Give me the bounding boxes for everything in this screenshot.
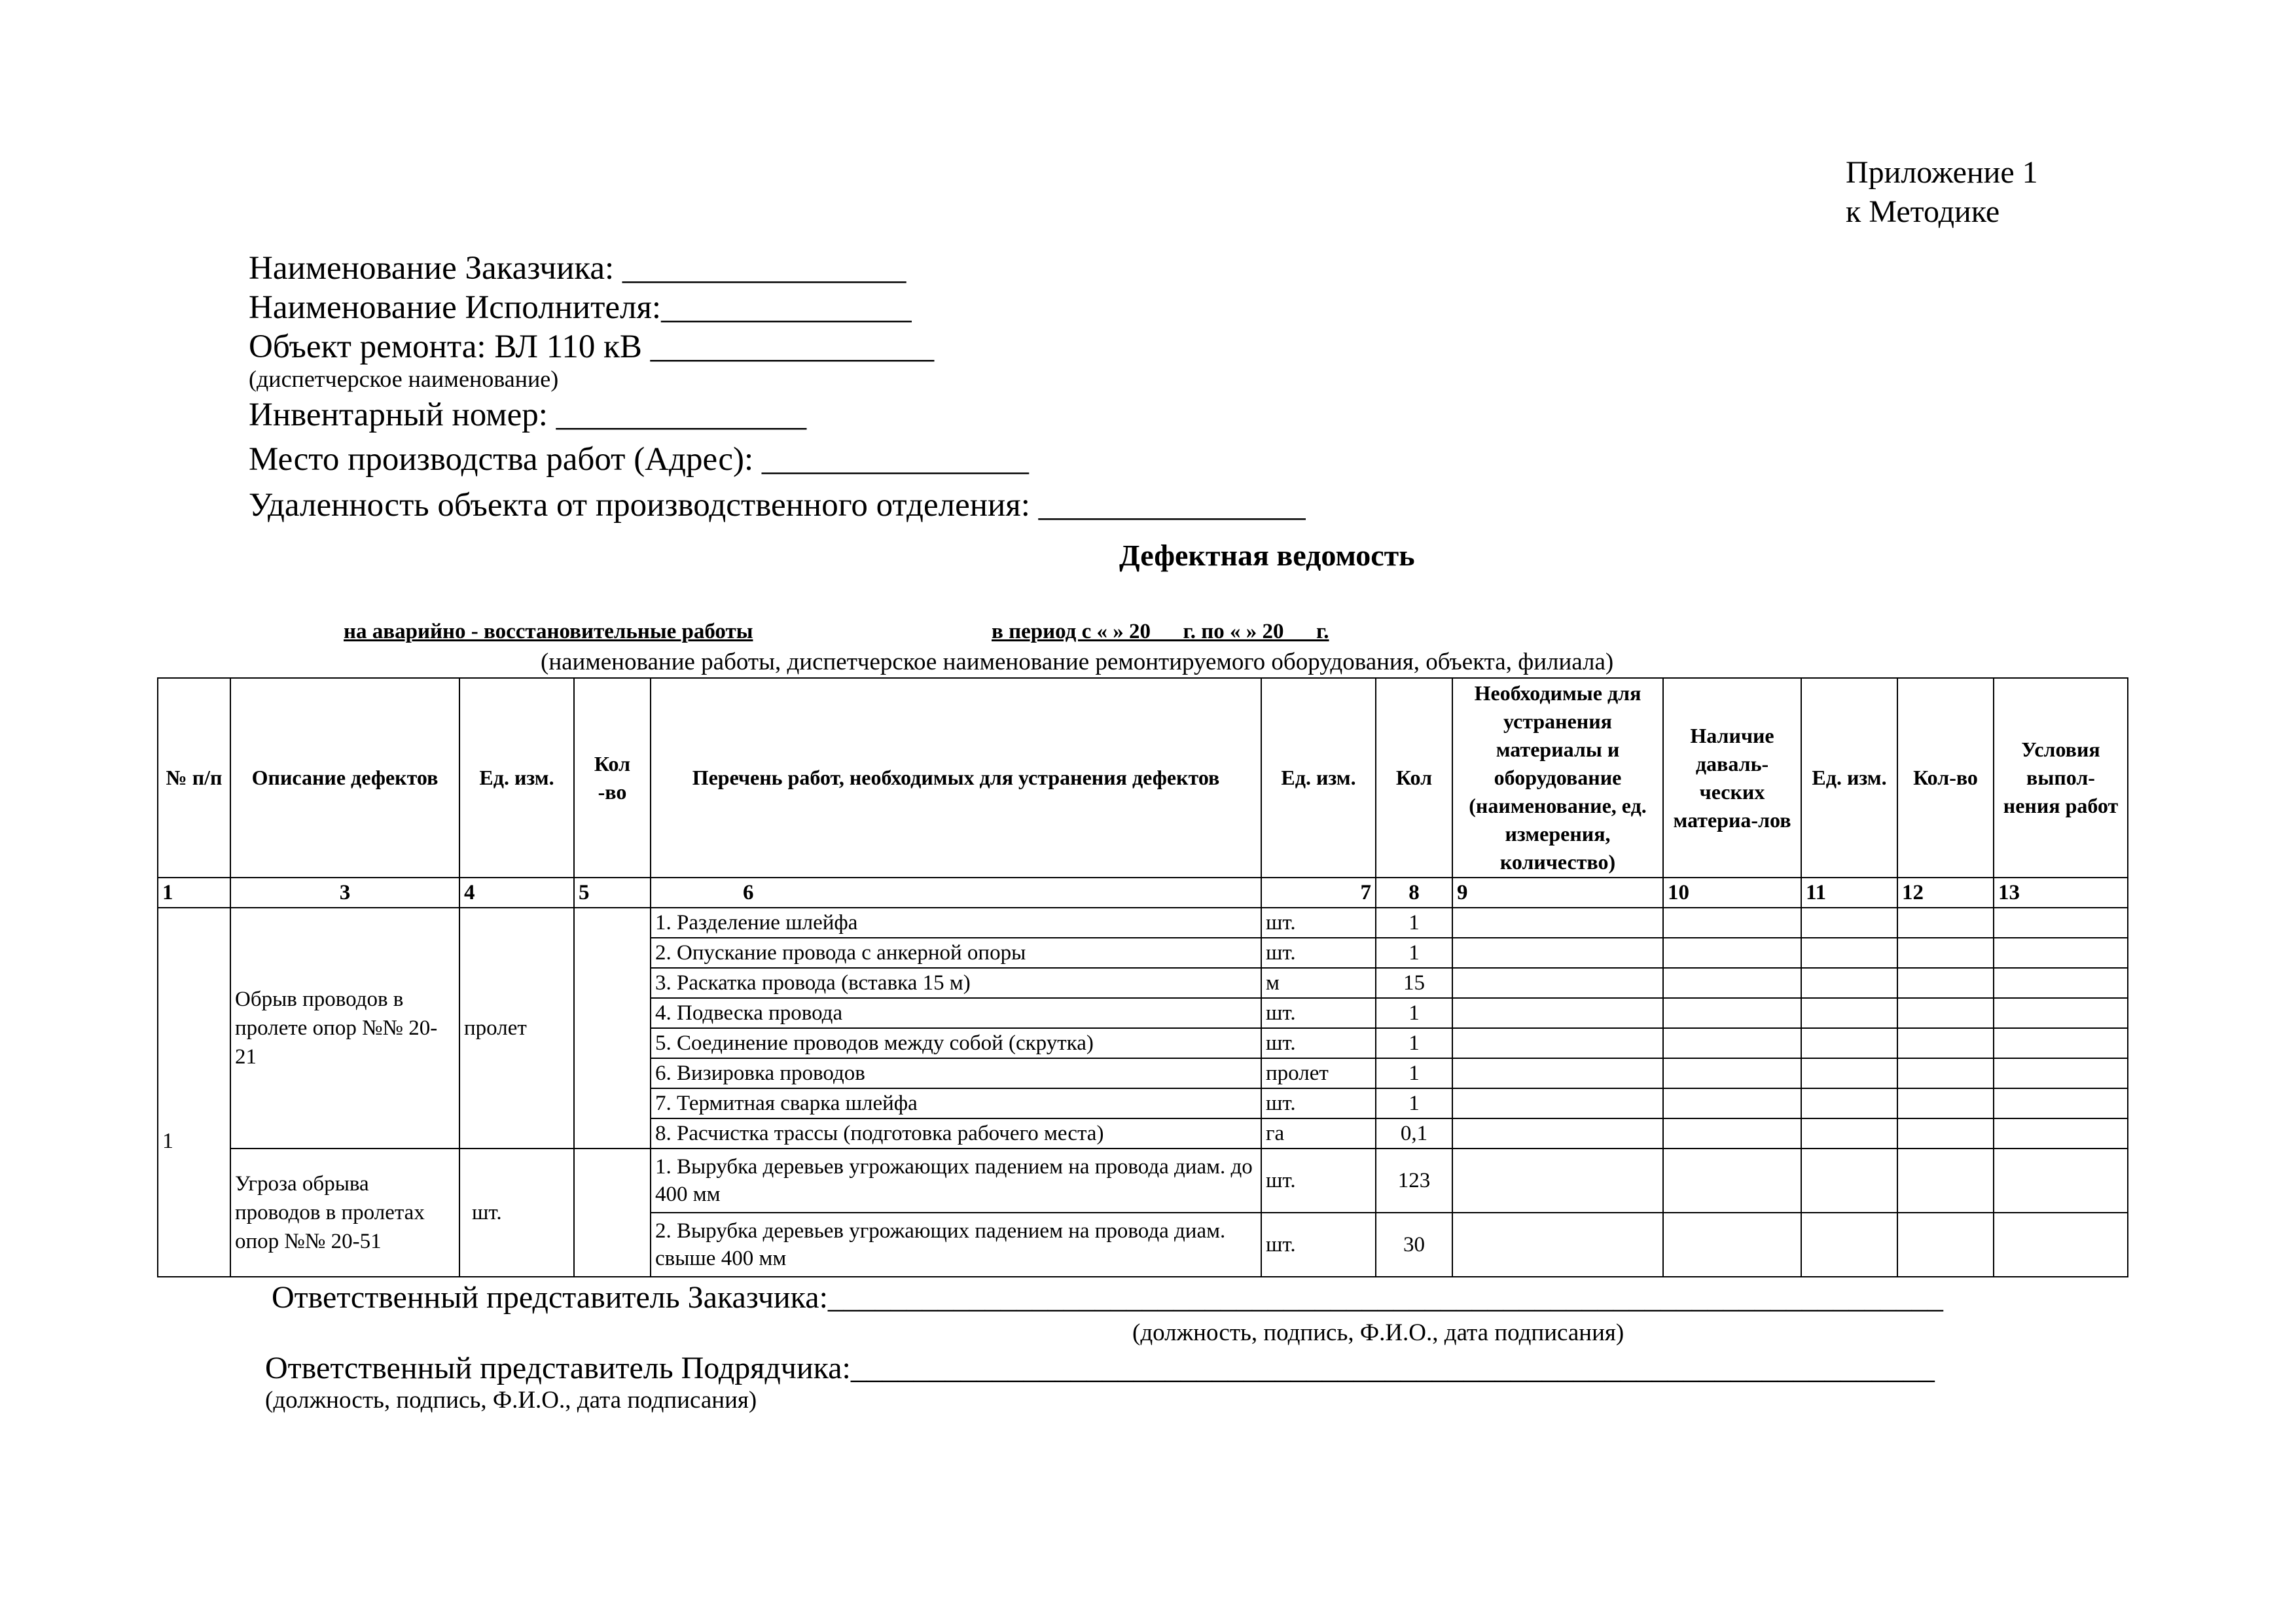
- customer-field: Наименование Заказчика: _________________: [249, 250, 906, 287]
- header-qty2: Кол: [1376, 678, 1452, 878]
- work-qty: 1: [1376, 1058, 1452, 1088]
- col-number: 1: [158, 878, 230, 908]
- empty-cell: [1897, 908, 1994, 938]
- header-unit2: Ед. изм.: [1261, 678, 1376, 878]
- empty-cell: [1801, 1149, 1897, 1213]
- work-unit: га: [1261, 1118, 1376, 1149]
- empty-cell: [1897, 938, 1994, 968]
- col-number: 8: [1376, 878, 1452, 908]
- empty-cell: [1452, 1213, 1663, 1277]
- empty-cell: [1994, 998, 2128, 1028]
- header-defects: Описание дефектов: [230, 678, 459, 878]
- empty-cell: [1801, 1058, 1897, 1088]
- empty-cell: [1663, 968, 1801, 998]
- subtitle-period: в период с « » 20___г. по « » 20___г.: [992, 620, 1329, 643]
- appendix-line1: Приложение 1: [1846, 155, 2038, 190]
- contractor-signature-note: (должность, подпись, Ф.И.О., дата подписания): [265, 1387, 757, 1414]
- work-name: 6. Визировка проводов: [651, 1058, 1261, 1088]
- work-qty: 123: [1376, 1149, 1452, 1213]
- empty-cell: [1452, 1058, 1663, 1088]
- defect-table: [157, 677, 2128, 1277]
- empty-cell: [1897, 1149, 1994, 1213]
- work-qty: 1: [1376, 938, 1452, 968]
- object-field: Объект ремонта: ВЛ 110 кВ _________________: [249, 329, 935, 365]
- work-qty: 1: [1376, 908, 1452, 938]
- work-name: 2. Вырубка деревьев угрожающих падением на провода диам. свыше 400 мм: [651, 1213, 1261, 1277]
- work-unit: м: [1261, 968, 1376, 998]
- work-name: 8. Расчистка трассы (подготовка рабочего места): [651, 1118, 1261, 1149]
- subtitle-work: на аварийно - восстановительные работы: [344, 620, 753, 643]
- header-materials: Необходимые для устранения материалы и оборудование (наименование, ед. измерения, количество): [1452, 678, 1663, 878]
- work-unit: пролет: [1261, 1058, 1376, 1088]
- col-number: 13: [1994, 878, 2128, 908]
- empty-cell: [1994, 938, 2128, 968]
- defect-qty-2: [574, 1149, 651, 1277]
- header-conditions: Условия выпол-нения работ: [1994, 678, 2128, 878]
- defect-qty-1: [574, 908, 651, 1149]
- contractor-signature: Ответственный представитель Подрядчика:_____________________________________________________________________: [265, 1351, 1935, 1385]
- work-unit: шт.: [1261, 1213, 1376, 1277]
- empty-cell: [1994, 1118, 2128, 1149]
- distance-field: Удаленность объекта от производственного отделения: ________________: [249, 487, 1306, 524]
- work-qty: 1: [1376, 998, 1452, 1028]
- work-qty: 15: [1376, 968, 1452, 998]
- customer-signature: Ответственный представитель Заказчика:_______________________________________________________________________: [272, 1280, 1943, 1315]
- empty-cell: [1663, 1088, 1801, 1118]
- document-title: Дефектная ведомость: [1119, 539, 1415, 572]
- empty-cell: [1801, 998, 1897, 1028]
- empty-cell: [1663, 1058, 1801, 1088]
- empty-cell: [1994, 1028, 2128, 1058]
- header-qty: Кол -во: [574, 678, 651, 878]
- empty-cell: [1452, 1118, 1663, 1149]
- work-unit: шт.: [1261, 998, 1376, 1028]
- subtitle-note: (наименование работы, диспетчерское наименование ремонтируемого оборудования, объекта, филиала): [541, 649, 1614, 675]
- empty-cell: [1663, 1213, 1801, 1277]
- defect-description-2: Угроза обрыва проводов в пролетах опор №№ 20-51: [230, 1149, 459, 1277]
- header-qty3: Кол-во: [1897, 678, 1994, 878]
- object-note: (диспетчерское наименование): [249, 366, 559, 392]
- appendix-label: [1846, 153, 2038, 232]
- empty-cell: [1897, 998, 1994, 1028]
- empty-cell: [1452, 1088, 1663, 1118]
- work-qty: 1: [1376, 1028, 1452, 1058]
- header-works: Перечень работ, необходимых для устранения дефектов: [651, 678, 1261, 878]
- empty-cell: [1452, 1028, 1663, 1058]
- col-number: 11: [1801, 878, 1897, 908]
- empty-cell: [1663, 1149, 1801, 1213]
- defect-unit-1: пролет: [459, 908, 574, 1149]
- empty-cell: [1897, 1213, 1994, 1277]
- table-row: [158, 908, 2128, 938]
- empty-cell: [1663, 1118, 1801, 1149]
- empty-cell: [1897, 1058, 1994, 1088]
- column-numbers-row: [158, 878, 2128, 908]
- empty-cell: [1994, 1149, 2128, 1213]
- empty-cell: [1452, 998, 1663, 1028]
- col-number: 5: [574, 878, 651, 908]
- empty-cell: [1663, 1028, 1801, 1058]
- empty-cell: [1897, 1088, 1994, 1118]
- work-name: 2. Опускание провода с анкерной опоры: [651, 938, 1261, 968]
- empty-cell: [1452, 968, 1663, 998]
- work-unit: шт.: [1261, 938, 1376, 968]
- header-unit3: Ед. изм.: [1801, 678, 1897, 878]
- work-unit: шт.: [1261, 1088, 1376, 1118]
- work-name: 3. Раскатка провода (вставка 15 м): [651, 968, 1261, 998]
- row-number: 1: [158, 908, 230, 1277]
- empty-cell: [1801, 908, 1897, 938]
- appendix-line2: к Методике: [1846, 194, 2000, 229]
- empty-cell: [1801, 1088, 1897, 1118]
- table-row: [158, 1149, 2128, 1213]
- empty-cell: [1801, 1118, 1897, 1149]
- work-name: 1. Вырубка деревьев угрожающих падением на провода диам. до 400 мм: [651, 1149, 1261, 1213]
- empty-cell: [1452, 938, 1663, 968]
- defect-description-1: Обрыв проводов в пролете опор №№ 20-21: [230, 908, 459, 1149]
- work-qty: 1: [1376, 1088, 1452, 1118]
- location-field: Место производства работ (Адрес): ________________: [249, 441, 1029, 478]
- work-name: 5. Соединение проводов между собой (скрутка): [651, 1028, 1261, 1058]
- empty-cell: [1801, 1213, 1897, 1277]
- header-num: № п/п: [158, 678, 230, 878]
- empty-cell: [1897, 1118, 1994, 1149]
- col-number: 9: [1452, 878, 1663, 908]
- work-qty: 30: [1376, 1213, 1452, 1277]
- header-row: [158, 678, 2128, 878]
- empty-cell: [1801, 968, 1897, 998]
- col-number: 4: [459, 878, 574, 908]
- work-unit: шт.: [1261, 1028, 1376, 1058]
- col-number: 7: [1261, 878, 1376, 908]
- work-name: 7. Термитная сварка шлейфа: [651, 1088, 1261, 1118]
- col-number: 10: [1663, 878, 1801, 908]
- work-name: 4. Подвеска провода: [651, 998, 1261, 1028]
- empty-cell: [1994, 908, 2128, 938]
- col-number: 12: [1897, 878, 1994, 908]
- work-name: 1. Разделение шлейфа: [651, 908, 1261, 938]
- work-qty: 0,1: [1376, 1118, 1452, 1149]
- empty-cell: [1994, 968, 2128, 998]
- col-number: 6: [651, 878, 1261, 908]
- empty-cell: [1663, 938, 1801, 968]
- empty-cell: [1897, 968, 1994, 998]
- empty-cell: [1994, 1088, 2128, 1118]
- col-number: 3: [230, 878, 459, 908]
- inventory-field: Инвентарный номер: _______________: [249, 397, 807, 433]
- empty-cell: [1801, 1028, 1897, 1058]
- work-unit: шт.: [1261, 1149, 1376, 1213]
- empty-cell: [1663, 908, 1801, 938]
- header-supplied: Наличие даваль-ческих материа-лов: [1663, 678, 1801, 878]
- contractor-field: Наименование Исполнителя:_______________: [249, 289, 912, 326]
- empty-cell: [1994, 1058, 2128, 1088]
- defect-unit-2: шт.: [459, 1149, 574, 1277]
- customer-signature-note: (должность, подпись, Ф.И.О., дата подписания): [1132, 1319, 1624, 1346]
- empty-cell: [1663, 998, 1801, 1028]
- empty-cell: [1452, 908, 1663, 938]
- empty-cell: [1897, 1028, 1994, 1058]
- header-unit: Ед. изм.: [459, 678, 574, 878]
- empty-cell: [1994, 1213, 2128, 1277]
- empty-cell: [1801, 938, 1897, 968]
- empty-cell: [1452, 1149, 1663, 1213]
- work-unit: шт.: [1261, 908, 1376, 938]
